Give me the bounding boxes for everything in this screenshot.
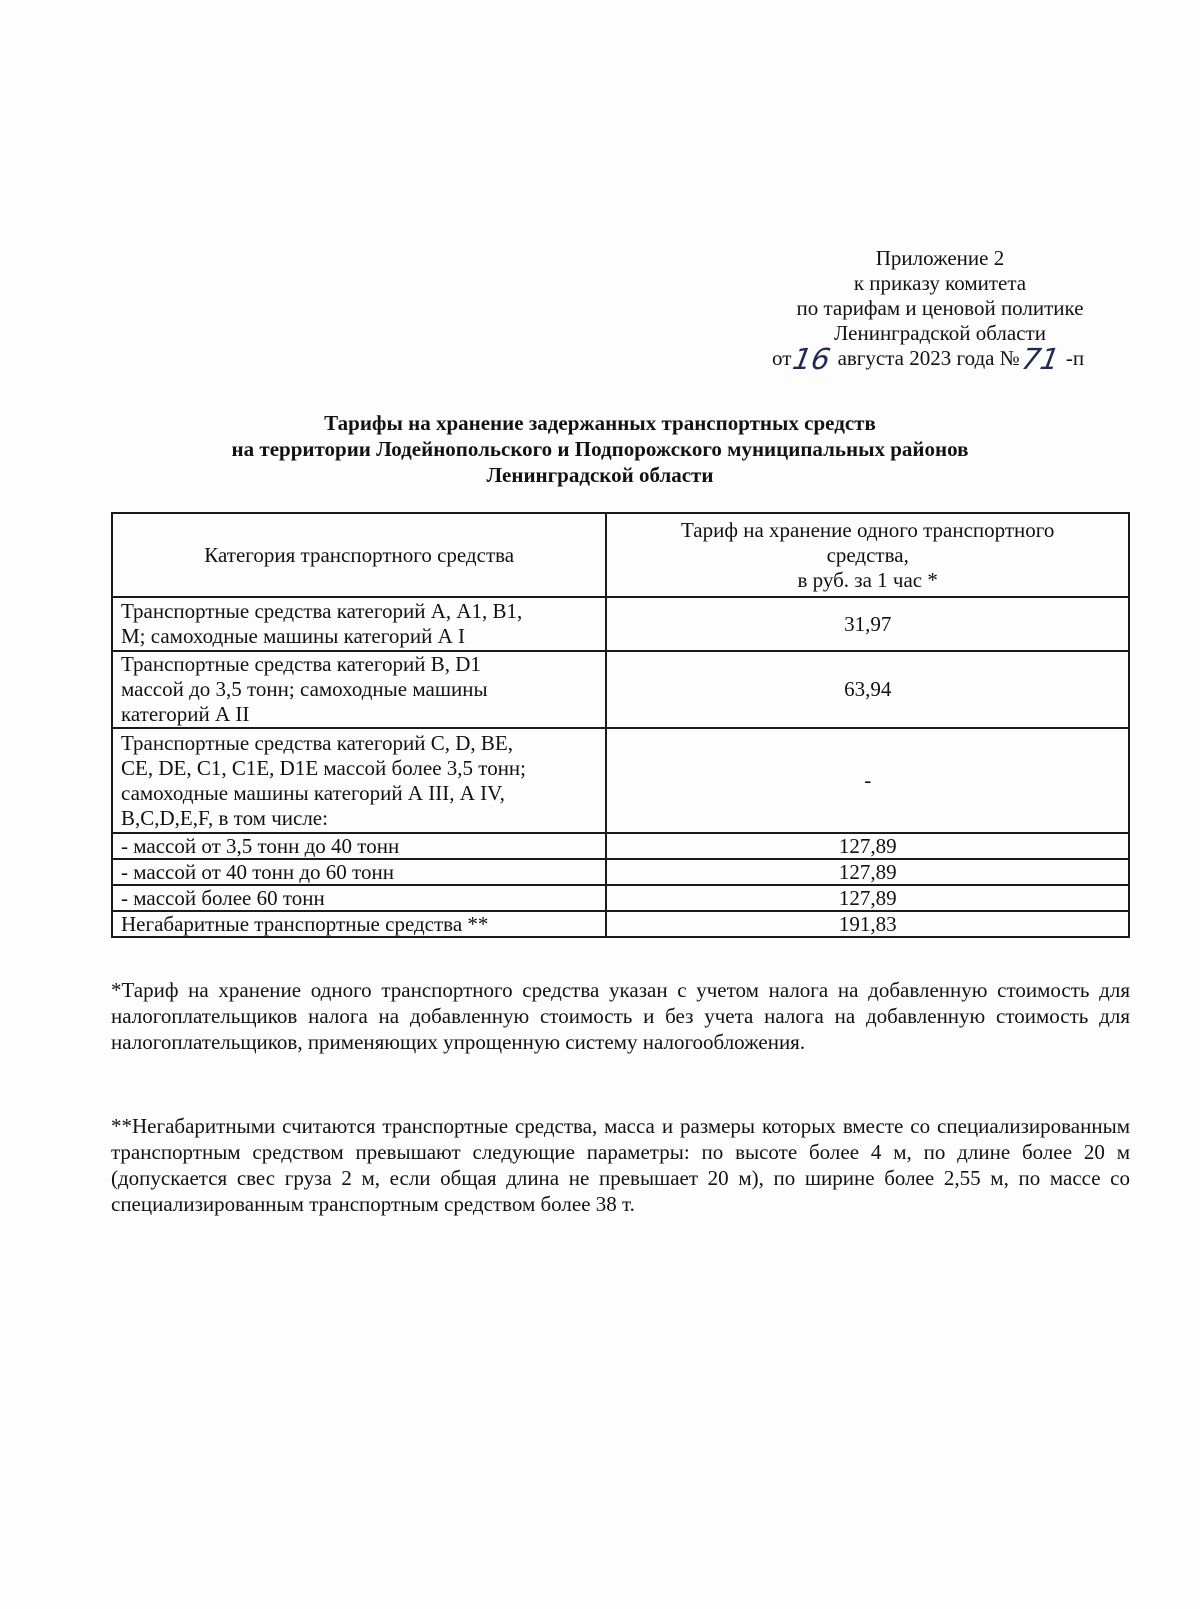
header-tariff bbox=[606, 513, 1129, 597]
table-row bbox=[112, 885, 1129, 911]
row-category bbox=[112, 728, 606, 833]
appendix-committee: по тарифам и ценовой политике bbox=[796, 296, 1084, 320]
table-row bbox=[112, 728, 1129, 833]
row-category bbox=[112, 651, 606, 728]
table-row bbox=[112, 651, 1129, 728]
table-row bbox=[112, 833, 1129, 859]
document-title bbox=[120, 410, 1080, 488]
appendix-header bbox=[740, 246, 1140, 376]
appendix-region: Ленинградской области bbox=[834, 321, 1046, 345]
row-tariff-value: 191,83 bbox=[606, 911, 1129, 937]
tariff-table bbox=[111, 512, 1130, 938]
row-tariff-value: 63,94 bbox=[606, 651, 1129, 728]
number-suffix: -п bbox=[1065, 346, 1085, 370]
handwritten-day: 16 bbox=[790, 342, 834, 376]
date-middle: августа 2023 года № bbox=[837, 346, 1020, 370]
table-row bbox=[112, 859, 1129, 885]
handwritten-order-number: 71 bbox=[1018, 342, 1062, 376]
row-tariff-value: 31,97 bbox=[606, 597, 1129, 651]
row-tariff-value: - bbox=[606, 728, 1129, 833]
row-category-line: самоходные машины категорий А III, А IV, bbox=[121, 780, 505, 805]
row-category-line: категорий А II bbox=[121, 702, 250, 726]
header-category: Категория транспортного средства bbox=[112, 513, 606, 597]
row-category: - массой от 3,5 тонн до 40 тонн bbox=[112, 833, 606, 859]
date-prefix: от bbox=[772, 346, 792, 370]
row-tariff-value: 127,89 bbox=[606, 859, 1129, 885]
row-tariff-value: 127,89 bbox=[606, 885, 1129, 911]
row-category-line: массой до 3,5 тонн; самоходные машины bbox=[121, 677, 488, 701]
footnote-oversized: **Негабаритными считаются транспортные средства, масса и размеры которых вместе со специализированным транспортным средством превышают следующие параметры: по высоте более 4 м, по длине более 20 м (допускается свес груза 2 м, если общая длина не превышает 20 м), по ширине более 2,55 м, по массе со специализированным транспортным средством более 38 т. bbox=[111, 1114, 1130, 1216]
row-category: - массой более 60 тонн bbox=[112, 885, 606, 911]
table-row bbox=[112, 911, 1129, 937]
row-category-line: Транспортные средства категорий C, D, BE, bbox=[121, 730, 513, 755]
row-category-line: CE, DE, C1, C1E, D1E массой более 3,5 тонн; bbox=[121, 755, 526, 780]
title-line-2: на территории Лодейнопольского и Подпорожского муниципальных районов bbox=[231, 437, 969, 461]
row-category-line: М; самоходные машины категорий А I bbox=[121, 624, 465, 648]
footnote-vat: *Тариф на хранение одного транспортного средства указан с учетом налога на добавленную стоимость для налогоплательщиков налога на добавленную стоимость и без учета налога на добавленную стоимость для налогоплательщиков, применяющих упрощенную систему налогообложения. bbox=[111, 978, 1130, 1054]
row-category-line: Транспортные средства категорий А, А1, В1, bbox=[121, 599, 523, 623]
table-header-row bbox=[112, 513, 1129, 597]
header-tariff-line-3: в руб. за 1 час * bbox=[797, 567, 938, 592]
row-category: - массой от 40 тонн до 60 тонн bbox=[112, 859, 606, 885]
title-line-3: Ленинградской области bbox=[486, 463, 714, 487]
row-category-line: B,C,D,E,F, в том числе: bbox=[121, 805, 328, 830]
title-line-1: Тарифы на хранение задержанных транспортных средств bbox=[324, 411, 876, 435]
row-category-line: Транспортные средства категорий В, D1 bbox=[121, 652, 481, 676]
row-category bbox=[112, 597, 606, 651]
appendix-date-line bbox=[740, 342, 1140, 376]
row-category: Негабаритные транспортные средства ** bbox=[112, 911, 606, 937]
appendix-order-ref: к приказу комитета bbox=[853, 271, 1027, 295]
header-tariff-line-1: Тариф на хранение одного транспортного bbox=[680, 517, 1055, 542]
header-tariff-line-2: средства, bbox=[826, 542, 909, 567]
appendix-title: Приложение 2 bbox=[875, 246, 1005, 270]
table-row bbox=[112, 597, 1129, 651]
row-tariff-value: 127,89 bbox=[606, 833, 1129, 859]
